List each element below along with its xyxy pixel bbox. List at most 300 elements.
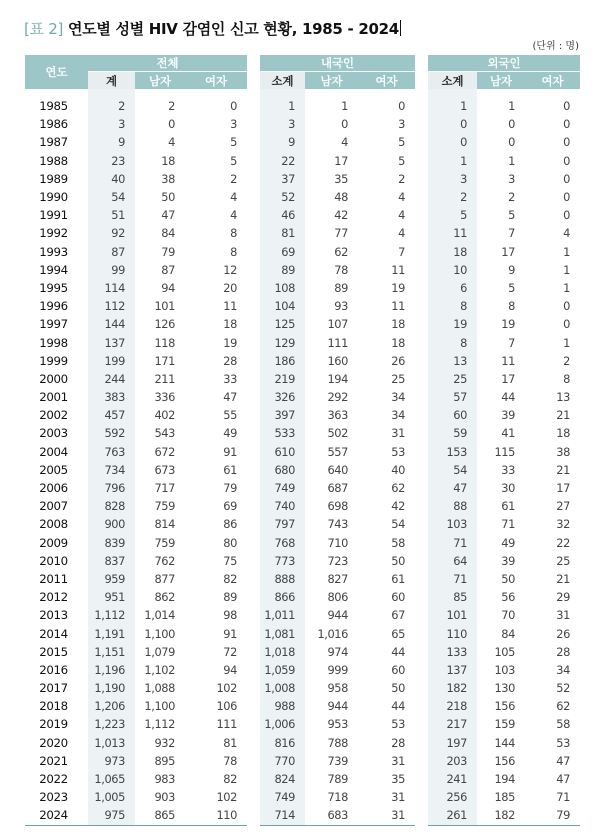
year-cell: 1988 [39, 153, 68, 168]
female-cell: 47 [556, 753, 570, 768]
year-cell: 2007 [39, 499, 68, 514]
sum-cell: 46 [260, 206, 305, 224]
male-cell: 33 [501, 462, 515, 477]
female-cell: 31 [391, 790, 405, 805]
year-cell: 1998 [39, 335, 68, 350]
table-row [25, 133, 247, 151]
female-cell: 2 [230, 171, 237, 186]
table-row [25, 661, 247, 679]
sum-cell: 40 [88, 170, 135, 188]
table-row [260, 224, 415, 242]
sum-cell: 218 [428, 697, 477, 715]
female-cell: 50 [391, 553, 405, 568]
table-row [428, 788, 580, 806]
table-row [25, 479, 247, 497]
year-cell: 2006 [39, 481, 68, 496]
female-cell: 21 [556, 571, 570, 586]
male-cell: 42 [334, 208, 348, 223]
table-row [25, 152, 247, 170]
sum-cell: 457 [88, 406, 135, 424]
table-row [25, 370, 247, 388]
header-total-sum: 계 [88, 72, 135, 90]
header-foreign-female: 여자 [525, 72, 580, 90]
male-cell: 1 [508, 99, 515, 114]
sum-cell: 71 [428, 570, 477, 588]
table-row [428, 170, 580, 188]
table-row [428, 734, 580, 752]
female-cell: 81 [223, 735, 237, 750]
table-row [428, 679, 580, 697]
female-cell: 4 [398, 208, 405, 223]
male-cell: 789 [327, 772, 348, 787]
male-cell: 502 [327, 426, 348, 441]
female-cell: 5 [398, 153, 405, 168]
male-cell: 683 [305, 806, 358, 825]
table-row [428, 261, 580, 279]
female-cell: 31 [556, 608, 570, 623]
table-row [260, 170, 415, 188]
sum-cell: 103 [428, 515, 477, 533]
female-cell: 8 [230, 244, 237, 259]
male-cell: 56 [501, 590, 515, 605]
male-cell: 38 [161, 171, 175, 186]
sum-cell: 1,191 [88, 624, 135, 642]
female-cell: 26 [391, 353, 405, 368]
male-cell: 543 [154, 426, 175, 441]
sum-cell: 763 [88, 443, 135, 461]
male-cell: 103 [494, 662, 515, 677]
year-cell: 1989 [39, 171, 68, 186]
sum-cell: 2 [88, 97, 135, 115]
sum-cell: 23 [88, 152, 135, 170]
female-cell: 8 [563, 371, 570, 386]
year-cell: 2024 [25, 806, 88, 825]
female-cell: 110 [185, 806, 247, 825]
year-cell: 1993 [39, 244, 68, 259]
sum-cell: 740 [260, 497, 305, 515]
year-cell: 2005 [39, 462, 68, 477]
sum-cell: 241 [428, 770, 477, 788]
table-row [25, 552, 247, 570]
male-cell: 84 [501, 626, 515, 641]
female-cell: 42 [391, 499, 405, 514]
male-cell: 759 [154, 499, 175, 514]
sum-cell: 81 [260, 224, 305, 242]
year-cell: 2023 [39, 790, 68, 805]
female-cell: 25 [556, 553, 570, 568]
table-row [25, 534, 247, 552]
table-row [428, 388, 580, 406]
table-row [25, 788, 247, 806]
male-cell: 673 [154, 462, 175, 477]
sum-cell: 0 [428, 115, 477, 133]
male-cell: 983 [154, 772, 175, 787]
male-cell: 194 [327, 371, 348, 386]
year-cell: 1999 [39, 353, 68, 368]
male-cell: 877 [154, 571, 175, 586]
table-row [428, 152, 580, 170]
table-row [260, 770, 415, 788]
male-cell: 89 [334, 280, 348, 295]
male-cell: 19 [501, 317, 515, 332]
female-cell: 31 [391, 426, 405, 441]
sum-cell: 397 [260, 406, 305, 424]
male-cell: 895 [154, 753, 175, 768]
male-cell: 11 [501, 353, 515, 368]
year-cell: 2017 [39, 681, 68, 696]
sum-cell: 1,008 [260, 679, 305, 697]
male-cell: 1,112 [144, 717, 175, 732]
male-cell: 0 [508, 117, 515, 132]
spacer-row [428, 89, 580, 97]
sum-cell: 244 [88, 370, 135, 388]
table-row [428, 461, 580, 479]
table-row [25, 624, 247, 642]
sum-cell: 1,081 [260, 624, 305, 642]
male-cell: 47 [161, 208, 175, 223]
table-row [260, 352, 415, 370]
male-cell: 718 [327, 790, 348, 805]
table-row [260, 734, 415, 752]
table-row [428, 661, 580, 679]
table-row [260, 261, 415, 279]
table-row [428, 443, 580, 461]
female-cell: 52 [556, 681, 570, 696]
year-cell: 2000 [39, 371, 68, 386]
sum-cell: 57 [428, 388, 477, 406]
male-cell: 4 [168, 135, 175, 150]
female-cell: 53 [391, 717, 405, 732]
male-cell: 0 [168, 117, 175, 132]
table-row [428, 624, 580, 642]
sum-cell: 101 [428, 606, 477, 624]
table-row [260, 370, 415, 388]
male-cell: 77 [334, 226, 348, 241]
male-cell: 105 [494, 644, 515, 659]
female-cell: 79 [223, 481, 237, 496]
table-row [25, 588, 247, 606]
sum-cell: 1,190 [88, 679, 135, 697]
female-cell: 34 [391, 408, 405, 423]
male-cell: 2 [508, 190, 515, 205]
male-cell: 806 [327, 590, 348, 605]
table-row [260, 424, 415, 442]
female-cell: 58 [391, 535, 405, 550]
sum-cell: 1,223 [88, 715, 135, 733]
male-cell: 739 [327, 753, 348, 768]
female-cell: 2 [398, 171, 405, 186]
sum-cell: 0 [428, 133, 477, 151]
sum-cell: 11 [428, 224, 477, 242]
female-cell: 60 [391, 662, 405, 677]
female-cell: 13 [556, 390, 570, 405]
male-cell: 862 [154, 590, 175, 605]
sum-cell: 13 [428, 352, 477, 370]
female-cell: 22 [556, 535, 570, 550]
text-cursor [400, 20, 401, 36]
female-cell: 29 [556, 590, 570, 605]
sum-cell: 900 [88, 515, 135, 533]
male-cell: 3 [508, 171, 515, 186]
table-row [25, 570, 247, 588]
sum-cell: 144 [88, 315, 135, 333]
female-cell: 102 [216, 681, 237, 696]
table-row [428, 370, 580, 388]
table-row [260, 188, 415, 206]
male-cell: 49 [501, 535, 515, 550]
female-cell: 40 [391, 462, 405, 477]
female-cell: 71 [556, 790, 570, 805]
male-cell: 160 [327, 353, 348, 368]
male-cell: 1,088 [144, 681, 175, 696]
year-cell: 2010 [39, 553, 68, 568]
female-cell: 50 [391, 681, 405, 696]
year-cell: 1997 [39, 317, 68, 332]
table-row [260, 624, 415, 642]
female-cell: 94 [223, 662, 237, 677]
female-cell: 111 [216, 717, 237, 732]
sum-cell: 6 [428, 279, 477, 297]
sum-cell: 888 [260, 570, 305, 588]
female-cell: 34 [556, 662, 570, 677]
sum-cell: 1,005 [88, 788, 135, 806]
sum-cell: 256 [428, 788, 477, 806]
sum-cell: 1 [428, 152, 477, 170]
table-row [428, 715, 580, 733]
table-row [428, 697, 580, 715]
female-cell: 3 [230, 117, 237, 132]
table-row [260, 479, 415, 497]
sum-cell: 1,006 [260, 715, 305, 733]
sum-cell: 975 [88, 806, 135, 825]
table-row [260, 552, 415, 570]
sum-cell: 203 [428, 752, 477, 770]
header-foreign-male: 남자 [477, 72, 525, 90]
female-cell: 55 [223, 408, 237, 423]
sum-cell: 796 [88, 479, 135, 497]
table-row [260, 788, 415, 806]
male-cell: 1 [508, 153, 515, 168]
female-cell: 61 [223, 462, 237, 477]
male-cell: 130 [494, 681, 515, 696]
female-cell: 61 [391, 571, 405, 586]
male-cell: 93 [334, 299, 348, 314]
sum-cell: 951 [88, 588, 135, 606]
female-cell: 28 [223, 353, 237, 368]
table-row [25, 224, 247, 242]
table-row [260, 115, 415, 133]
male-cell: 710 [327, 535, 348, 550]
sum-cell: 54 [428, 461, 477, 479]
female-cell: 0 [563, 317, 570, 332]
female-cell: 33 [223, 371, 237, 386]
male-cell: 1 [341, 99, 348, 114]
table-row [25, 806, 247, 825]
table-row [260, 715, 415, 733]
female-cell: 75 [223, 553, 237, 568]
sum-cell: 199 [88, 352, 135, 370]
table-number-tag: [표 2] [24, 20, 64, 38]
year-cell: 1996 [39, 299, 68, 314]
sum-cell: 1,065 [88, 770, 135, 788]
sum-cell: 22 [260, 152, 305, 170]
male-cell: 743 [327, 517, 348, 532]
table-foreign [428, 55, 580, 826]
female-cell: 17 [556, 481, 570, 496]
table-row [25, 770, 247, 788]
female-cell: 98 [223, 608, 237, 623]
sum-cell: 866 [260, 588, 305, 606]
sum-cell: 110 [428, 624, 477, 642]
sum-cell: 610 [260, 443, 305, 461]
male-cell: 118 [154, 335, 175, 350]
female-cell: 4 [230, 190, 237, 205]
female-cell: 1 [563, 280, 570, 295]
year-cell: 1986 [39, 117, 68, 132]
female-cell: 0 [563, 153, 570, 168]
table-row [25, 643, 247, 661]
year-cell: 2009 [39, 535, 68, 550]
table-row [260, 752, 415, 770]
sum-cell: 734 [88, 461, 135, 479]
table-row [25, 188, 247, 206]
sum-cell: 25 [428, 370, 477, 388]
sum-cell: 824 [260, 770, 305, 788]
female-cell: 86 [223, 517, 237, 532]
sum-cell: 219 [260, 370, 305, 388]
sum-cell: 1,013 [88, 734, 135, 752]
year-cell: 2021 [39, 753, 68, 768]
table-row [428, 515, 580, 533]
table-row [25, 297, 247, 315]
table-row [428, 188, 580, 206]
female-cell: 47 [223, 390, 237, 405]
sum-cell: 959 [88, 570, 135, 588]
table-row [25, 333, 247, 351]
table-row [25, 279, 247, 297]
female-cell: 44 [391, 644, 405, 659]
female-cell: 4 [398, 226, 405, 241]
male-cell: 788 [327, 735, 348, 750]
year-cell: 2001 [39, 390, 68, 405]
male-cell: 1,100 [144, 626, 175, 641]
male-cell: 958 [327, 681, 348, 696]
female-cell: 0 [563, 135, 570, 150]
table-row [25, 734, 247, 752]
female-cell: 62 [556, 699, 570, 714]
table-row [260, 534, 415, 552]
table-row [260, 497, 415, 515]
table-row [25, 406, 247, 424]
year-cell: 1994 [39, 262, 68, 277]
male-cell: 292 [327, 390, 348, 405]
sum-cell: 2 [428, 188, 477, 206]
sum-cell: 749 [260, 479, 305, 497]
female-cell: 18 [391, 335, 405, 350]
male-cell: 698 [327, 499, 348, 514]
male-cell: 35 [334, 171, 348, 186]
sum-cell: 71 [428, 534, 477, 552]
table-row [428, 133, 580, 151]
male-cell: 1,079 [144, 644, 175, 659]
male-cell: 827 [327, 571, 348, 586]
male-cell: 50 [501, 571, 515, 586]
female-cell: 54 [391, 517, 405, 532]
table-row [260, 279, 415, 297]
female-cell: 72 [223, 644, 237, 659]
female-cell: 32 [556, 517, 570, 532]
sum-cell: 1,112 [88, 606, 135, 624]
header-domestic-male: 남자 [305, 72, 358, 90]
table-row [260, 133, 415, 151]
table-row [25, 206, 247, 224]
table-domestic [260, 55, 415, 826]
male-cell: 39 [501, 408, 515, 423]
table-row [260, 388, 415, 406]
table-row [25, 315, 247, 333]
male-cell: 71 [501, 517, 515, 532]
sum-cell: 837 [88, 552, 135, 570]
male-cell: 94 [161, 280, 175, 295]
sum-cell: 10 [428, 261, 477, 279]
table-row [25, 424, 247, 442]
sum-cell: 182 [428, 679, 477, 697]
male-cell: 159 [494, 717, 515, 732]
header-foreign-group: 외국인 [428, 55, 580, 72]
female-cell: 5 [230, 135, 237, 150]
female-cell: 25 [391, 371, 405, 386]
sum-cell: 9 [88, 133, 135, 151]
sum-cell: 18 [428, 243, 477, 261]
male-cell: 672 [154, 444, 175, 459]
male-cell: 1,014 [144, 608, 175, 623]
sum-cell: 37 [260, 170, 305, 188]
female-cell: 91 [223, 626, 237, 641]
table-title-text: 연도별 성별 HIV 감염인 신고 현황, 1985 - 2024 [67, 20, 399, 38]
table-title [24, 18, 401, 39]
female-cell: 18 [223, 317, 237, 332]
male-cell: 62 [334, 244, 348, 259]
male-cell: 363 [327, 408, 348, 423]
male-cell: 1,102 [144, 662, 175, 677]
male-cell: 5 [508, 280, 515, 295]
female-cell: 47 [556, 772, 570, 787]
female-cell: 7 [398, 244, 405, 259]
male-cell: 402 [154, 408, 175, 423]
female-cell: 0 [230, 99, 237, 114]
table-row [428, 206, 580, 224]
sum-cell: 680 [260, 461, 305, 479]
year-cell: 2004 [39, 444, 68, 459]
year-cell: 2022 [39, 772, 68, 787]
male-cell: 17 [334, 153, 348, 168]
year-cell: 2019 [39, 717, 68, 732]
sum-cell: 137 [428, 661, 477, 679]
female-cell: 0 [563, 171, 570, 186]
table-row [25, 515, 247, 533]
male-cell: 101 [154, 299, 175, 314]
male-cell: 30 [501, 481, 515, 496]
male-cell: 5 [508, 208, 515, 223]
table-row [25, 752, 247, 770]
male-cell: 18 [161, 153, 175, 168]
table-row [260, 206, 415, 224]
table-row [260, 406, 415, 424]
table-row [25, 170, 247, 188]
male-cell: 171 [154, 353, 175, 368]
sum-cell: 773 [260, 552, 305, 570]
female-cell: 31 [358, 806, 415, 825]
